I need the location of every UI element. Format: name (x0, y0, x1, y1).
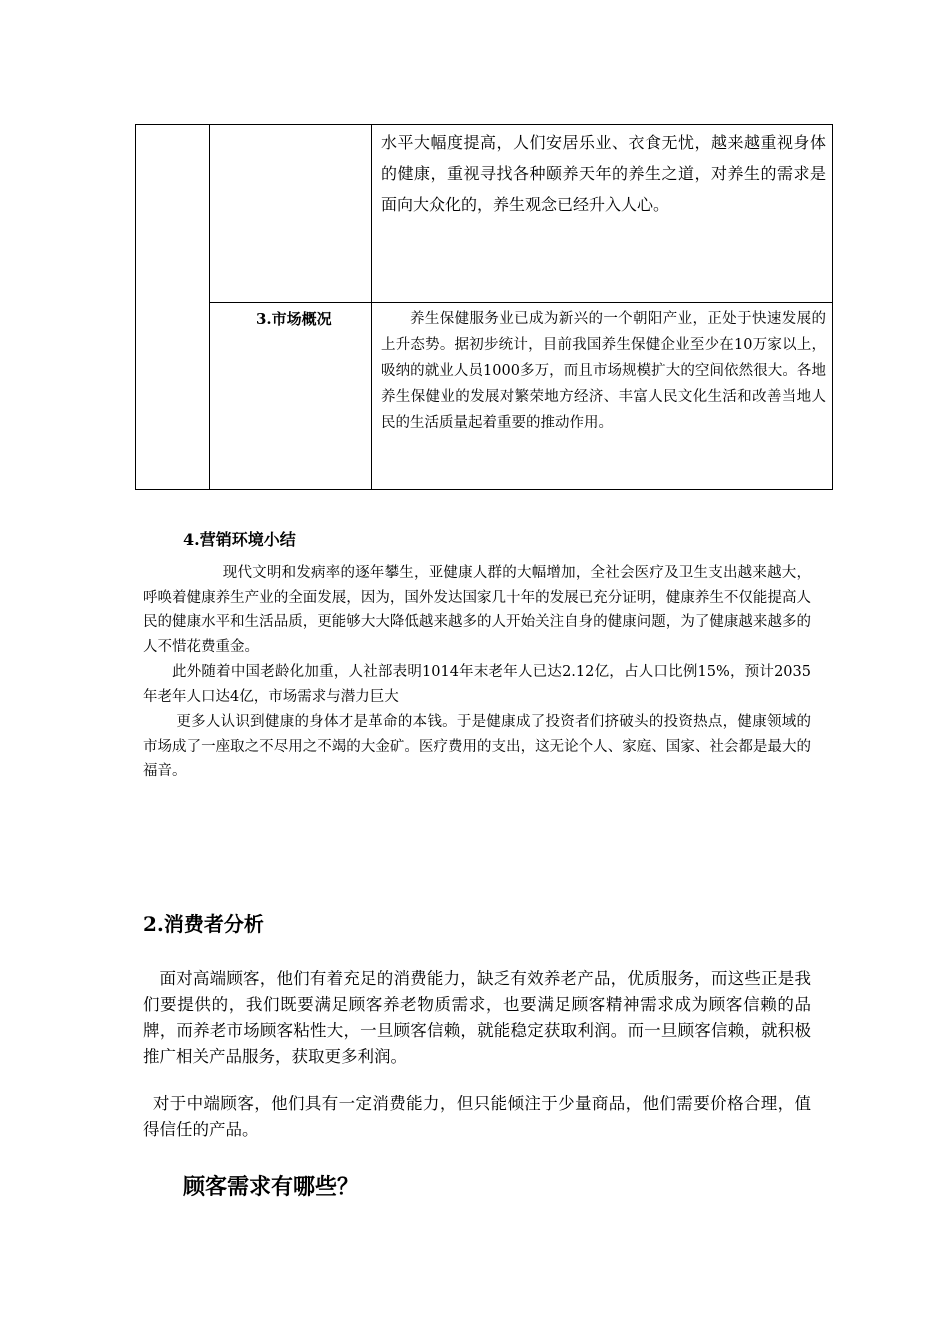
paragraph: 面对高端顾客，他们有着充足的消费能力，缺乏有效养老产品，优质服务，而这些正是我们要提供的，我们既要满足顾客养老物质需求，也要满足顾客精神需求成为顾客信赖的品牌，而养老市场顾客粘性大，一旦顾客信赖，就能稳定获取利润。而一旦顾客信赖，就积极推广相关产品服务，获取更多利润。 (143, 969, 811, 1066)
paragraph: 更多人认识到健康的身体才是革命的本钱。于是健康成了投资者们挤破头的投资热点，健康领域的市场成了一座取之不尽用之不竭的大金矿。医疗费用的支出，这无论个人、家庭、国家、社会都是最大的福音。 (143, 714, 811, 779)
market-table (135, 124, 833, 490)
table-cell-text: 水平大幅度提高，人们安居乐业、衣食无忧，越来越重视身体的健康，重视寻找各种颐养天年的养生之道，对养生的需求是面向大众化的，养生观念已经升入人心。 (381, 133, 826, 214)
paragraph: 对于中端顾客，他们具有一定消费能力，但只能倾注于少量商品，他们需要价格合理，值得信任的产品。 (143, 1094, 811, 1139)
section-heading-marketing-summary: 4.营销环境小结 (183, 530, 296, 549)
table-row-label-market-overview: 3.市场概况 (256, 310, 332, 328)
section-heading-consumer-analysis: 2.消费者分析 (143, 912, 264, 936)
paragraph: 此外随着中国老龄化加重，人社部表明1014年末老年人已达2.12亿，占人口比例15%，预计2035年老年人口达4亿，市场需求与潜力巨大 (143, 664, 811, 705)
table-cell-text: 养生保健服务业已成为新兴的一个朝阳产业，正处于快速发展的上升态势。据初步统计，目前我国养生保健企业至少在10万家以上，吸纳的就业人员1000多万，而且市场规模扩大的空间依然很大。各地养生保健业的发展对繁荣地方经济、丰富人民文化生活和改善当地人民的生活质量起着重要的推动作用。 (381, 311, 826, 431)
table-column-divider (371, 125, 372, 489)
subheading-customer-needs: 顾客需求有哪些？ (183, 1174, 360, 1200)
paragraph: 现代文明和发病率的逐年攀生，亚健康人群的大幅增加，全社会医疗及卫生支出越来越大，呼唤着健康养生产业的全面发展，因为，国外发达国家几十年的发展已充分证明，健康养生不仅能提高人民的健康水平和生活品质，更能够大大降低越来越多的人开始关注自身的健康问题，为了健康越来越多的人不惜花费重金。 (143, 565, 811, 655)
table-column-divider (209, 125, 210, 489)
table-row-divider (209, 302, 832, 303)
